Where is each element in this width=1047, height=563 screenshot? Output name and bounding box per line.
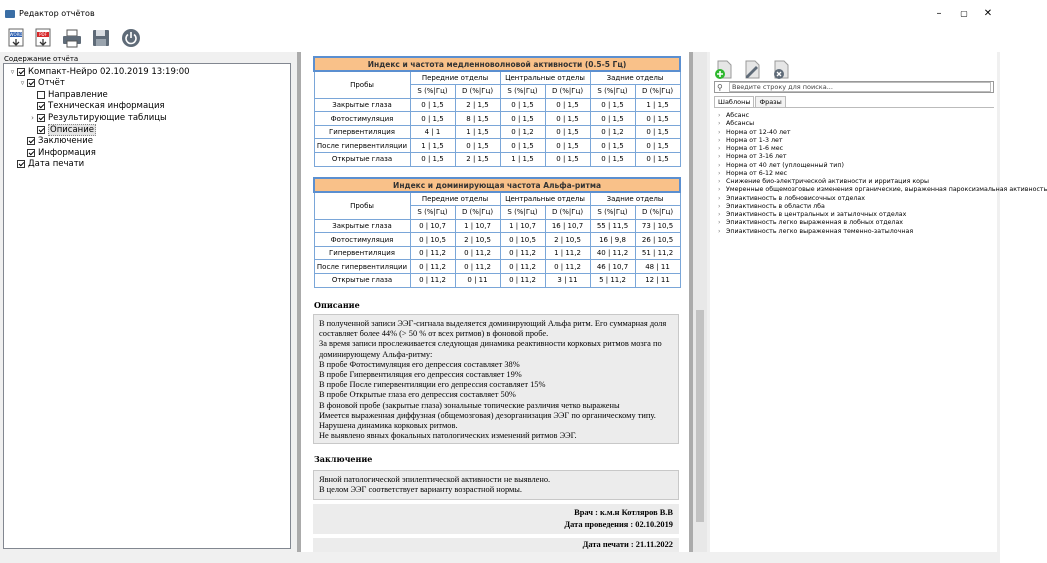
table-cell: 0 | 1,5 bbox=[590, 153, 635, 167]
probe-name: Открытые глаза bbox=[314, 274, 410, 288]
table-cell: 0 | 11 bbox=[455, 274, 500, 288]
tree-item[interactable] bbox=[18, 147, 96, 158]
region-header: Задние отделы bbox=[590, 192, 680, 206]
add-icon[interactable] bbox=[713, 59, 735, 81]
template-item[interactable] bbox=[718, 112, 749, 120]
template-item-label: Абсанс bbox=[726, 112, 750, 119]
templates-pane bbox=[710, 52, 1047, 552]
table-cell: 0 | 11,2 bbox=[500, 274, 545, 288]
chevron-right-icon: › bbox=[718, 202, 721, 210]
table-cell: 0 | 1,5 bbox=[500, 98, 545, 112]
template-item-label: Норма от 1-3 лет bbox=[726, 136, 783, 144]
template-item[interactable] bbox=[718, 211, 906, 219]
region-header: Передние отделы bbox=[410, 192, 500, 206]
probe-header: Пробы bbox=[314, 71, 410, 98]
table-cell: 0 | 10,7 bbox=[410, 219, 455, 233]
chevron-right-icon: › bbox=[718, 227, 721, 235]
close-button[interactable]: ✕ bbox=[983, 8, 993, 19]
tree-item[interactable] bbox=[28, 112, 167, 123]
tree-checkbox[interactable] bbox=[37, 126, 45, 134]
description-line: В пробе Открытые глаза его депрессия составляет 50% bbox=[319, 390, 516, 400]
table-cell: 26 | 10,5 bbox=[635, 233, 680, 247]
chevron-right-icon: › bbox=[718, 112, 721, 119]
probe-name: Закрытые глаза bbox=[314, 98, 410, 112]
table-cell: 0 | 1,5 bbox=[635, 139, 680, 153]
table-row bbox=[314, 233, 680, 247]
table-cell: 1 | 1,5 bbox=[455, 125, 500, 139]
table-cell: 2 | 10,5 bbox=[545, 233, 590, 247]
probe-name: Гипервентиляция bbox=[314, 125, 410, 139]
tree-item-label: Информация bbox=[38, 147, 96, 158]
table-cell: 0 | 11,2 bbox=[500, 260, 545, 274]
table-row bbox=[314, 125, 680, 139]
metric-header: D (%|Гц) bbox=[545, 206, 590, 220]
table-row bbox=[314, 153, 680, 167]
metric-header: D (%|Гц) bbox=[635, 206, 680, 220]
description-line: доминирующему Альфа-ритму: bbox=[319, 349, 433, 359]
table-cell: 0 | 1,5 bbox=[545, 139, 590, 153]
probe-name: Фотостимуляция bbox=[314, 112, 410, 126]
table-cell: 0 | 11,2 bbox=[410, 260, 455, 274]
tree-item[interactable] bbox=[28, 124, 96, 135]
description-box[interactable] bbox=[313, 314, 679, 444]
table-cell: 0 | 1,2 bbox=[590, 125, 635, 139]
metric-header: D (%|Гц) bbox=[455, 85, 500, 99]
expander-icon[interactable]: ▿ bbox=[20, 79, 25, 88]
alpha-rhythm-table bbox=[313, 177, 681, 288]
template-item-label: Эпиактивность легко выраженная теменно-затылочная bbox=[726, 227, 914, 235]
table-cell: 51 | 11,2 bbox=[635, 246, 680, 260]
tree-checkbox[interactable] bbox=[17, 68, 25, 76]
probe-header: Пробы bbox=[314, 192, 410, 219]
report-content-tree bbox=[3, 63, 291, 549]
report-page bbox=[301, 52, 689, 552]
table-cell: 73 | 10,5 bbox=[635, 219, 680, 233]
template-search bbox=[714, 81, 994, 93]
description-line: За время записи прослеживается следующая динамика реактивности корковых ритмов мозга по bbox=[319, 339, 662, 349]
metric-header: S (%|Гц) bbox=[410, 85, 455, 99]
chevron-right-icon: › bbox=[718, 219, 721, 227]
tree-item[interactable] bbox=[18, 78, 65, 89]
table-cell: 16 | 10,7 bbox=[545, 219, 590, 233]
chevron-right-icon: › bbox=[718, 161, 721, 169]
table-cell: 1 | 10,7 bbox=[455, 219, 500, 233]
template-item[interactable] bbox=[718, 120, 754, 128]
template-item[interactable] bbox=[718, 153, 787, 161]
table-cell: 1 | 10,7 bbox=[500, 219, 545, 233]
metric-header: S (%|Гц) bbox=[500, 85, 545, 99]
tree-item-label: Направление bbox=[48, 89, 108, 100]
table-cell: 0 | 11,2 bbox=[545, 260, 590, 274]
metric-header: S (%|Гц) bbox=[590, 206, 635, 220]
app-icon bbox=[5, 10, 15, 18]
delete-icon[interactable] bbox=[770, 59, 792, 81]
template-item-label: Норма от 6-12 мес bbox=[726, 169, 788, 177]
template-item[interactable] bbox=[718, 228, 913, 236]
tab-phrases[interactable]: Фразы bbox=[755, 96, 785, 107]
table-cell: 1 | 1,5 bbox=[635, 98, 680, 112]
probe-name: Открытые глаза bbox=[314, 153, 410, 167]
probe-name: Закрытые глаза bbox=[314, 219, 410, 233]
document-view bbox=[297, 52, 707, 552]
metric-header: D (%|Гц) bbox=[545, 85, 590, 99]
description-line: В пробе После гипервентиляции его депрессия составляет 15% bbox=[319, 380, 546, 390]
table-cell: 2 | 1,5 bbox=[455, 98, 500, 112]
table-cell: 46 | 10,7 bbox=[590, 260, 635, 274]
tree-item[interactable] bbox=[8, 159, 84, 170]
toolbar bbox=[0, 26, 1000, 52]
template-item[interactable] bbox=[718, 129, 791, 137]
tree-item-label: Компакт-Нейро 02.10.2019 13:19:00 bbox=[28, 66, 190, 77]
table-row bbox=[314, 260, 680, 274]
chevron-right-icon: › bbox=[718, 211, 721, 218]
save-pdf-icon[interactable] bbox=[33, 27, 55, 49]
template-item[interactable] bbox=[718, 178, 929, 186]
template-item-label: Эпиактивность легко выраженная в лобных отделах bbox=[726, 219, 904, 227]
table-cell: 1 | 1,5 bbox=[410, 139, 455, 153]
status-bar bbox=[0, 552, 1000, 563]
save-word-icon[interactable] bbox=[6, 27, 28, 49]
table-caption: Индекс и доминирующая частота Альфа-ритма bbox=[314, 178, 680, 192]
table-cell: 0 | 11,2 bbox=[455, 246, 500, 260]
table-row bbox=[314, 219, 680, 233]
table-cell: 0 | 10,5 bbox=[500, 233, 545, 247]
table-cell: 16 | 9,8 bbox=[590, 233, 635, 247]
table-row bbox=[314, 274, 680, 288]
table-cell: 0 | 10,5 bbox=[410, 233, 455, 247]
template-item[interactable] bbox=[718, 186, 1047, 194]
expander-icon[interactable]: ▿ bbox=[10, 67, 15, 76]
minimize-button[interactable]: – bbox=[936, 8, 942, 19]
svg-text:PDF: PDF bbox=[39, 32, 47, 37]
tree-item-label: Описание bbox=[50, 124, 94, 135]
chevron-right-icon: › bbox=[718, 153, 721, 161]
conclusion-line: Явной патологической эпилептической активности не выявлено. bbox=[319, 475, 551, 484]
edit-icon[interactable] bbox=[741, 59, 763, 81]
conclusion-title: Заключение bbox=[314, 454, 373, 464]
tree-checkbox[interactable] bbox=[27, 79, 35, 87]
tree-checkbox[interactable] bbox=[37, 91, 45, 99]
table-cell: 0 | 1,5 bbox=[590, 98, 635, 112]
table-cell: 0 | 1,5 bbox=[545, 112, 590, 126]
table-cell: 0 | 11,2 bbox=[455, 260, 500, 274]
table-cell: 0 | 11,2 bbox=[500, 246, 545, 260]
table-cell: 0 | 1,2 bbox=[500, 125, 545, 139]
save-icon[interactable] bbox=[90, 27, 112, 49]
template-item-label: Умеренные общемозговые изменения органические, выраженная пароксизмальная активность bbox=[726, 186, 1047, 194]
tree-item-label: Дата печати bbox=[28, 159, 85, 170]
tree-checkbox[interactable] bbox=[27, 149, 35, 157]
table-cell: 0 | 1,5 bbox=[410, 112, 455, 126]
content-label: Содержание отчёта bbox=[4, 55, 79, 63]
metric-header: D (%|Гц) bbox=[455, 206, 500, 220]
template-item[interactable] bbox=[718, 137, 783, 145]
table-cell: 8 | 1,5 bbox=[455, 112, 500, 126]
table-cell: 55 | 11,5 bbox=[590, 219, 635, 233]
tree-item[interactable] bbox=[18, 136, 93, 147]
description-title: Описание bbox=[314, 300, 360, 310]
description-line: составляет более 44% (> 50 % от всех ритмов) в фоновой пробе. bbox=[319, 329, 549, 339]
metric-header: D (%|Гц) bbox=[635, 85, 680, 99]
template-item-label: Эпиактивность в лобновисочных отделах bbox=[726, 194, 866, 202]
template-item[interactable] bbox=[718, 219, 903, 227]
template-item-label: Эпиактивность в области лба bbox=[726, 202, 825, 210]
tree-item-label: Заключение bbox=[38, 136, 93, 147]
table-cell: 0 | 11,2 bbox=[410, 246, 455, 260]
document-scrollbar[interactable] bbox=[693, 52, 707, 552]
table-row bbox=[314, 246, 680, 260]
search-icon: ⚲ bbox=[717, 83, 723, 92]
tree-item-label: Отчёт bbox=[38, 78, 65, 89]
table-cell: 0 | 1,5 bbox=[545, 125, 590, 139]
table-cell: 0 | 1,5 bbox=[410, 153, 455, 167]
table-cell: 0 | 1,5 bbox=[590, 112, 635, 126]
print-icon[interactable] bbox=[61, 27, 83, 49]
table-cell: 1 | 11,2 bbox=[545, 246, 590, 260]
template-item-label: Снижение био-электрической активности и ирритация коры bbox=[726, 178, 929, 185]
tree-item-label: Результирующие таблицы bbox=[48, 112, 167, 123]
metric-header: S (%|Гц) bbox=[500, 206, 545, 220]
table-caption: Индекс и частота медленноволновой активности (0.5-5 Гц) bbox=[314, 57, 680, 71]
slow-wave-table bbox=[313, 56, 681, 167]
table-cell: 0 | 1,5 bbox=[545, 153, 590, 167]
table-cell: 1 | 1,5 bbox=[500, 153, 545, 167]
tree-checkbox[interactable] bbox=[27, 137, 35, 145]
chevron-right-icon: › bbox=[718, 145, 721, 152]
table-cell: 48 | 11 bbox=[635, 260, 680, 274]
template-item[interactable] bbox=[718, 203, 825, 211]
scroll-thumb[interactable] bbox=[696, 310, 704, 522]
template-item-label: Эпиактивность в центральных и затылочных отделах bbox=[726, 211, 907, 218]
conclusion-box[interactable] bbox=[313, 470, 679, 500]
template-item-label: Абсансы bbox=[726, 120, 755, 128]
tree-item[interactable] bbox=[28, 89, 108, 100]
template-item[interactable] bbox=[718, 170, 787, 178]
template-item-label: Норма от 40 лет (уплощенный тип) bbox=[726, 161, 844, 169]
table-cell: 0 | 1,5 bbox=[635, 153, 680, 167]
description-line: Нарушена динамика корковых ритмов. bbox=[319, 421, 458, 431]
doctor-name: Врач : к.м.н Котляров В.В bbox=[574, 508, 673, 517]
region-header: Центральные отделы bbox=[500, 192, 590, 206]
description-line: В пробе Фотостимуляция его депрессия составляет 38% bbox=[319, 359, 520, 369]
table-row bbox=[314, 112, 680, 126]
region-header: Задние отделы bbox=[590, 71, 680, 85]
table-row bbox=[314, 98, 680, 112]
tree-item-label: Техническая информация bbox=[48, 101, 165, 112]
tree-checkbox[interactable] bbox=[37, 114, 45, 122]
chevron-right-icon: › bbox=[718, 120, 721, 128]
templates-list bbox=[714, 107, 1047, 547]
tree-item[interactable] bbox=[8, 66, 190, 77]
template-item-label: Норма от 1-6 мес bbox=[726, 145, 784, 152]
table-cell: 3 | 11 bbox=[545, 274, 590, 288]
table-cell: 0 | 1,5 bbox=[455, 139, 500, 153]
description-line: В пробе Гипервентиляция его депрессия составляет 19% bbox=[319, 370, 522, 380]
probe-name: Гипервентиляция bbox=[314, 246, 410, 260]
exam-date: Дата проведения : 02.10.2019 bbox=[564, 520, 673, 529]
chevron-right-icon: › bbox=[718, 169, 721, 177]
table-cell: 0 | 1,5 bbox=[500, 139, 545, 153]
table-cell: 0 | 1,5 bbox=[500, 112, 545, 126]
table-cell: 2 | 1,5 bbox=[455, 153, 500, 167]
window-title: Редактор отчётов bbox=[19, 9, 95, 18]
template-item-label: Норма от 12-40 лет bbox=[726, 128, 791, 136]
probe-name: После гипервентиляции bbox=[314, 260, 410, 274]
metric-header: S (%|Гц) bbox=[590, 85, 635, 99]
signature-block bbox=[313, 504, 679, 534]
search-input[interactable]: Введите строку для поиска... bbox=[729, 82, 991, 92]
description-line: Имеется выраженная диффузная (общемозговая) дезорганизация ЭЭГ по органическому типу. bbox=[319, 410, 656, 420]
print-date: Дата печати : 21.11.2022 bbox=[313, 538, 679, 552]
table-cell: 0 | 1,5 bbox=[635, 112, 680, 126]
table-cell: 12 | 11 bbox=[635, 274, 680, 288]
chevron-right-icon: › bbox=[718, 136, 721, 144]
table-cell: 4 | 1 bbox=[410, 125, 455, 139]
template-item[interactable] bbox=[718, 162, 844, 170]
table-cell: 5 | 11,2 bbox=[590, 274, 635, 288]
expander-icon[interactable]: › bbox=[31, 113, 34, 122]
tree-checkbox[interactable] bbox=[37, 102, 45, 110]
tree-item[interactable] bbox=[28, 101, 165, 112]
table-row bbox=[314, 139, 680, 153]
template-item[interactable] bbox=[718, 145, 783, 153]
table-cell: 40 | 11,2 bbox=[590, 246, 635, 260]
table-cell: 0 | 11,2 bbox=[410, 274, 455, 288]
table-cell: 0 | 1,5 bbox=[635, 125, 680, 139]
chevron-right-icon: › bbox=[718, 194, 721, 202]
region-header: Центральные отделы bbox=[500, 71, 590, 85]
table-cell: 0 | 1,5 bbox=[545, 98, 590, 112]
probe-name: После гипервентиляции bbox=[314, 139, 410, 153]
description-line: В полученной записи ЭЭГ-сигнала выделяется доминирующий Альфа ритм. Его суммарная доля bbox=[319, 319, 667, 328]
tree-checkbox[interactable] bbox=[17, 160, 25, 168]
power-icon[interactable] bbox=[120, 27, 142, 49]
table-cell: 0 | 1,5 bbox=[590, 139, 635, 153]
right-tabs bbox=[714, 96, 787, 107]
table-cell: 0 | 1,5 bbox=[410, 98, 455, 112]
template-item[interactable] bbox=[718, 195, 865, 203]
template-item-label: Норма от 3-16 лет bbox=[726, 153, 787, 161]
conclusion-line: В целом ЭЭГ соответствует варианту возрастной нормы. bbox=[319, 485, 523, 495]
chevron-right-icon: › bbox=[718, 178, 721, 185]
chevron-right-icon: › bbox=[718, 128, 721, 136]
tab-templates[interactable]: Шаблоны bbox=[714, 96, 754, 107]
probe-name: Фотостимуляция bbox=[314, 233, 410, 247]
metric-header: S (%|Гц) bbox=[410, 206, 455, 220]
description-line: Не выявлено явных фокальных патологических изменений ритмов ЭЭГ. bbox=[319, 431, 577, 441]
chevron-right-icon: › bbox=[718, 186, 721, 194]
table-cell: 2 | 10,5 bbox=[455, 233, 500, 247]
svg-text:WORD: WORD bbox=[9, 32, 23, 37]
region-header: Передние отделы bbox=[410, 71, 500, 85]
description-line: В фоновой пробе (закрытые глаза) зональные топические различия четко выражены bbox=[319, 400, 620, 410]
maximize-button[interactable]: ▢ bbox=[960, 9, 968, 18]
